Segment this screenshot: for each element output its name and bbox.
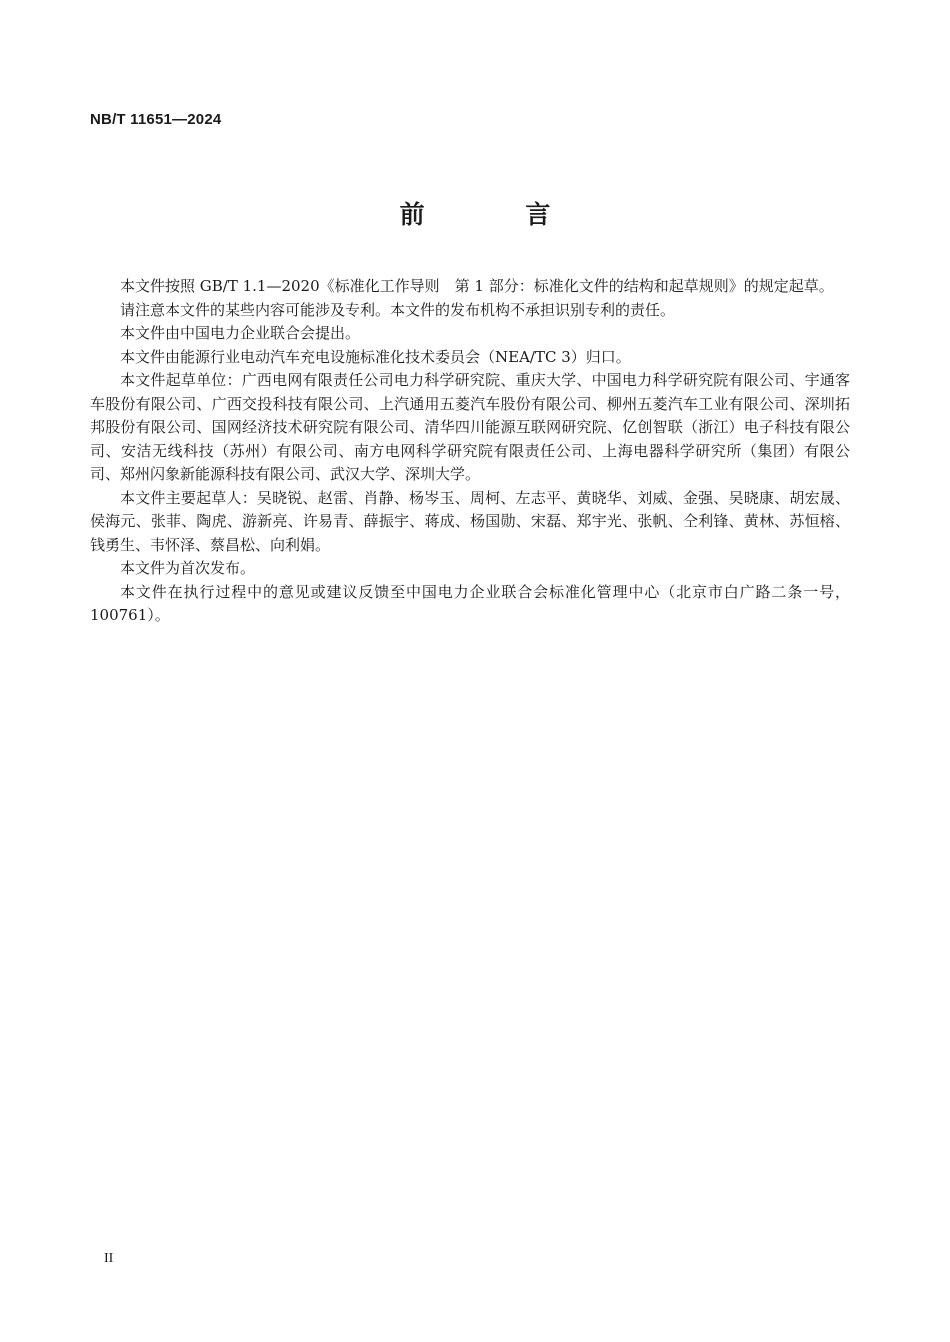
paragraph-patent-notice: 请注意本文件的某些内容可能涉及专利。本文件的发布机构不承担识别专利的责任。 [120, 300, 676, 319]
paragraph-drafting-units: 本文件起草单位：广西电网有限责任公司电力科学研究院、重庆大学、中国电力科学研究院有限公司、宇通客车股份有限公司、广西交投科技有限公司、上汽通用五菱汽车股份有限公司、柳州五菱汽车工业有限公司、深圳拓邦股份有限公司、国网经济技术研究院有限公司、清华四川能源互联网研究院、亿创智联（浙江）电子科技有限公司、安洁无线科技（苏州）有限公司、南方电网科学研究院有限责任公司、上海电器科学研究所（集团）有限公司、郑州闪象新能源科技有限公司、武汉大学、深圳大学。 [90, 371, 850, 483]
page-number: II [104, 1251, 114, 1266]
paragraph-first-release: 本文件为首次发布。 [120, 559, 256, 577]
paragraph-technical-committee: 本文件由能源行业电动汽车充电设施标准化技术委员会（NEA/TC 3）归口。 [120, 347, 631, 366]
paragraph-feedback-contact: 本文件在执行过程中的意见或建议反馈至中国电力企业联合会标准化管理中心（北京市白广路二条一号，100761）。 [90, 582, 850, 624]
page-title: 前 言 [399, 200, 597, 229]
paragraph-drafting-rules: 本文件按照 GB/T 1.1—2020《标准化工作导则 第 1 部分：标准化文件的结构和起草规则》的规定起草。 [120, 277, 834, 295]
paragraph-proposer: 本文件由中国电力企业联合会提出。 [120, 324, 361, 342]
foreword-body [90, 275, 850, 628]
standard-number: NB/T 11651—2024 [90, 111, 222, 128]
paragraph-drafters: 本文件主要起草人：吴晓锐、赵雷、肖静、杨岑玉、周柯、左志平、黄晓华、刘威、金强、吴晓康、胡宏晟、侯海元、张菲、陶虎、游新亮、许易青、薛振宇、蒋成、杨国勋、宋磊、郑宇光、张帆、仝利锋、黄林、苏恒榕、钱勇生、韦怀泽、蔡昌松、向利娟。 [90, 488, 850, 554]
